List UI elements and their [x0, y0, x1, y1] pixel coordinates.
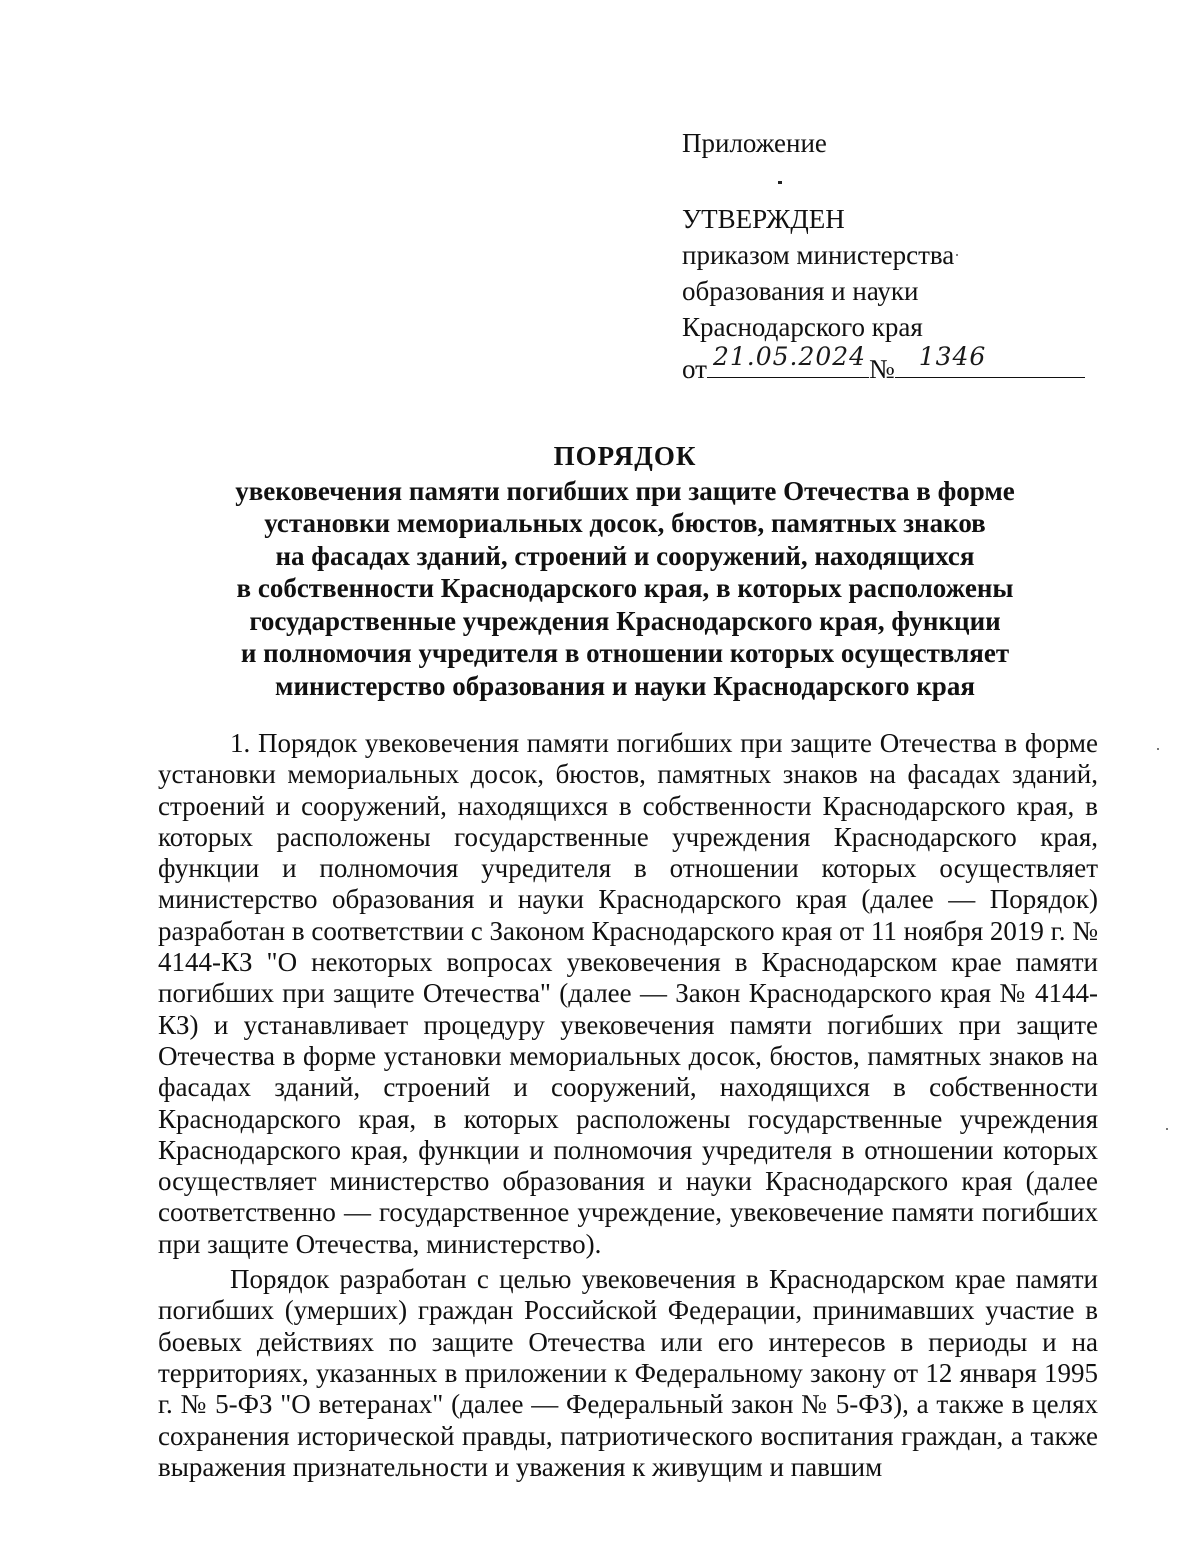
from-label: от [682, 354, 707, 384]
subtitle-line-1: увековечения памяти погибших при защите Отечества в форме [235, 475, 1015, 506]
handwritten-number: 1346 [918, 342, 987, 371]
scan-speck [1157, 748, 1159, 750]
handwritten-date: 21.05.2024 [712, 342, 867, 371]
approval-line-1: приказом министерства [682, 240, 955, 270]
approval-line-3: Краснодарского края [682, 312, 923, 342]
approval-stamp-block [682, 125, 1102, 385]
body-paragraph-1: 1. Порядок увековечения памяти погибших при защите Отечества в форме установки мемориальных досок, бюстов, памятных знаков на фасадах зданий, строений и сооружений, находящихся в собственности Краснодарского края, в которых расположены государственные учреждения Краснодарского края, функции и полномочия учредителя в отношении которых осуществляет министерство образования и науки Краснодарского края (далее — Порядок) разработан в соответствии с Законом Краснодарского края от 11 ноября 2019 г. № 4144-КЗ "О некоторых вопросах увековечения в Краснодарском крае памяти погибших при защите Отечества" (далее — Закон Краснодарского края № 4144-КЗ) и устанавливает процедуру увековечения памяти погибших при защите Отечества в форме установки мемориальных досок, бюстов, памятных знаков на фасадах зданий, строений и сооружений, находящихся в собственности Краснодарского края, в которых расположены государственные учреждения Краснодарского края, функции и полномочия учредителя в отношении которых осуществляет министерство образования и науки Краснодарского края (далее соответственно — государственное учреждение, увековечение памяти погибших при защите Отечества, министерство). [158, 728, 1098, 1259]
subtitle-line-6: и полномочия учредителя в отношении которых осуществляет [240, 638, 1010, 668]
subtitle-line-2: установки мемориальных досок, бюстов, памятных знаков [264, 508, 986, 538]
document-title: ПОРЯДОК [553, 441, 697, 471]
scan-speck [956, 254, 958, 256]
document-title-block [150, 440, 1100, 702]
number-label: № [868, 354, 895, 384]
subtitle-line-5: государственные учреждения Краснодарского края, функции [249, 605, 1001, 636]
date-blank [707, 342, 869, 378]
subtitle-line-3: на фасадах зданий, строений и сооружений, находящихся [275, 540, 975, 571]
scan-speck [1166, 1128, 1168, 1130]
subtitle-line-4: в собственности Краснодарского края, в которых расположены [236, 573, 1014, 603]
appendix-label: Приложение [682, 128, 827, 158]
scan-dot [682, 161, 1102, 201]
approved-label: УТВЕРЖДЕН [682, 204, 845, 234]
number-blank [895, 342, 1085, 378]
body-paragraph-2: Порядок разработан с целью увековечения в Краснодарском крае памяти погибших (умерших) граждан Российской Федерации, принимавших участие в боевых действиях по защите Отечества или его интересов в периоды и на территориях, указанных в приложении к Федеральному закону от 12 января 1995 г. № 5-ФЗ "О ветеранах" (далее — Федеральный закон № 5-ФЗ), а также в целях сохранения исторической правды, патриотического воспитания граждан, а также выражения признательности и уважения к живущим и павшим [158, 1264, 1098, 1482]
document-body [158, 728, 1098, 1483]
subtitle-line-7: министерство образования и науки Краснодарского края [275, 670, 975, 701]
order-date-number-line [682, 342, 1102, 385]
approval-line-2: образования и науки [682, 276, 919, 306]
